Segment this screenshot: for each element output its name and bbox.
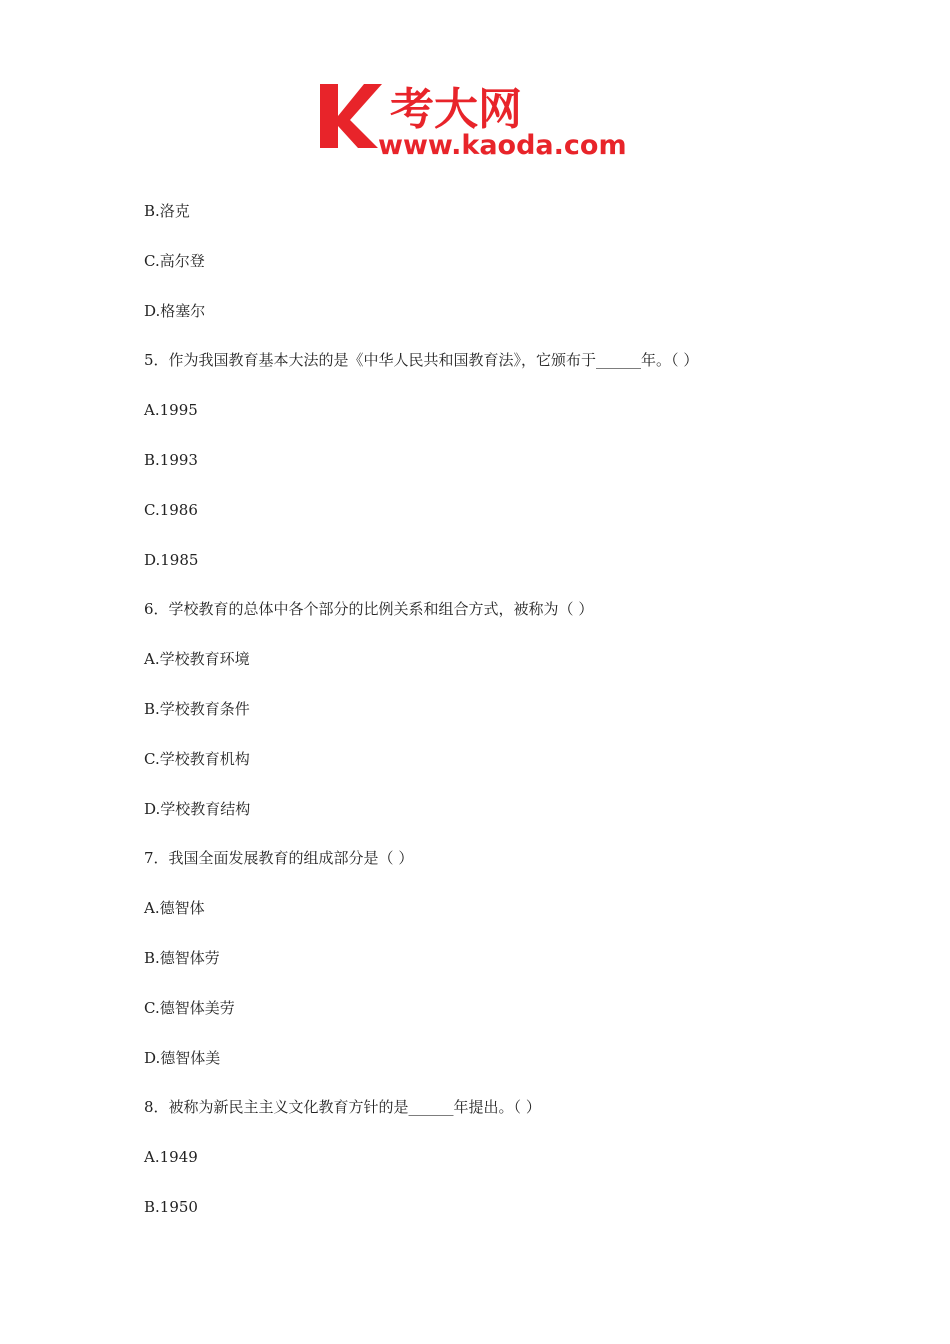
- option-b: B.1950: [144, 1197, 198, 1216]
- option-c: C.德智体美劳: [144, 998, 235, 1017]
- k-mark: [320, 84, 382, 148]
- option-c: C.1986: [144, 500, 198, 519]
- option-c: C.高尔登: [144, 251, 205, 270]
- logo-cn-text: 考大网: [390, 84, 522, 135]
- option-d: D.1985: [144, 550, 199, 569]
- option-d: D.德智体美: [144, 1048, 221, 1067]
- option-a: A.1995: [144, 401, 198, 420]
- logo-url-text: www.kaoda.com: [378, 130, 627, 160]
- option-b: B.1993: [144, 450, 198, 469]
- kaoda-logo-graphic: [318, 76, 638, 160]
- exam-content: [144, 199, 844, 1245]
- option-a: A.学校教育环境: [144, 650, 250, 669]
- question-7: 7．我国全面发展教育的组成部分是（ ）: [144, 849, 414, 868]
- question-5: 5．作为我国教育基本大法的是《中华人民共和国教育法》，它颁布于______年。（ ）: [144, 351, 699, 370]
- option-b: B.学校教育条件: [144, 699, 250, 718]
- option-a: A.德智体: [144, 899, 205, 918]
- option-b: B.洛克: [144, 202, 190, 220]
- option-a: A.1949: [144, 1148, 198, 1167]
- question-6: 6．学校教育的总体中各个部分的比例关系和组合方式，被称为（ ）: [144, 600, 594, 619]
- question-8: 8．被称为新民主主义文化教育方针的是______年提出。（ ）: [144, 1098, 541, 1117]
- option-c: C.学校教育机构: [144, 749, 250, 768]
- option-d: D.格塞尔: [144, 301, 206, 320]
- option-d: D.学校教育结构: [144, 799, 251, 818]
- option-b: B.德智体劳: [144, 948, 220, 967]
- kaoda-logo: [318, 76, 638, 160]
